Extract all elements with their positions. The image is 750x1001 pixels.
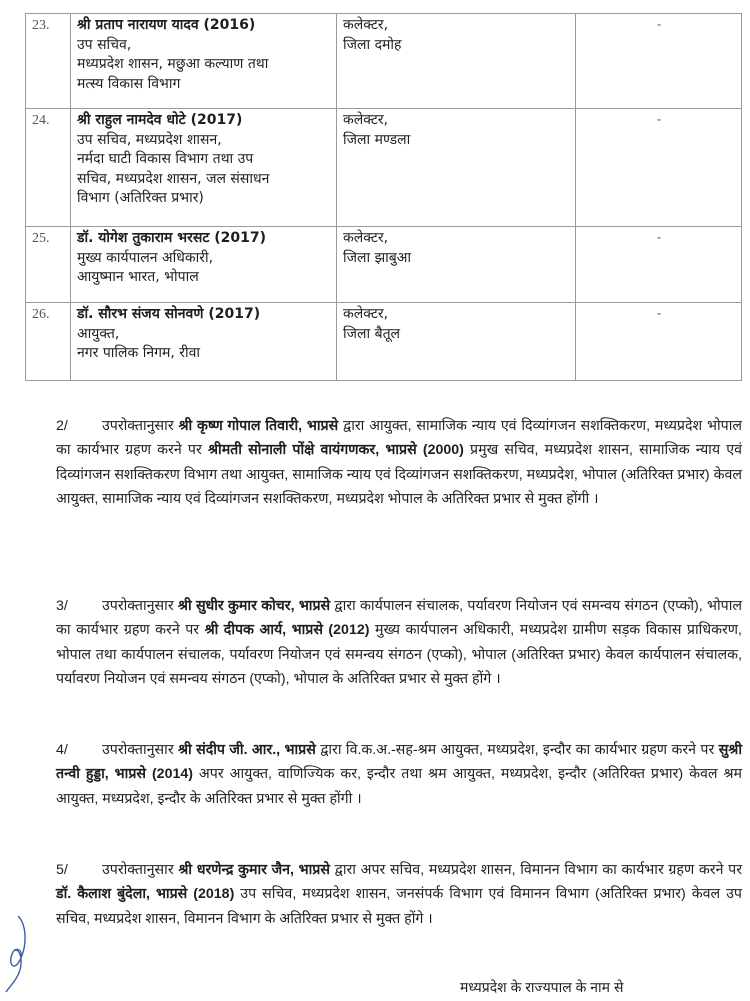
new-posting-line: कलेक्टर,	[343, 306, 389, 322]
officer-current-post: मुख्य कार्यपालन अधिकारी,	[77, 249, 214, 266]
new-posting-line: जिला बैतूल	[343, 325, 401, 342]
paragraph-text: मुख्य कार्यपालन अधिकारी, मध्यप्रदेश ग्रामीण सड़क विकास प्राधिकरण, भोपाल तथा कार्यपालन संचालक, पर्यावरण नियोजन एवं समन्वय संगठन (एप्को), भोपाल (अतिरिक्त प्रभार) केवल कार्यपालन संचालक, पर्यावरण नियोजन एवं समन्वय संगठन (एप्को), भोपाल के अतिरिक्त प्रभार से मुक्त होंगे ।	[56, 622, 742, 687]
remarks-cell: -	[576, 303, 742, 381]
officer-cell	[71, 109, 337, 227]
new-posting-cell	[337, 303, 576, 381]
table-row	[26, 14, 742, 109]
new-posting-line: कलेक्टर,	[343, 112, 389, 128]
new-posting-cell	[337, 227, 576, 303]
officer-name-bold: श्री सुधीर कुमार कोचर, भाप्रसे	[177, 598, 331, 614]
new-posting-line: जिला झाबुआ	[343, 249, 412, 266]
officer-current-post: उप सचिव, मध्यप्रदेश शासन,	[77, 131, 222, 148]
remarks-cell: -	[576, 227, 742, 303]
paragraph-text: उपरोक्तानुसार	[102, 742, 179, 758]
officer-name-bold: श्री दीपक आर्य, भाप्रसे (2012)	[204, 622, 370, 639]
row-number: 23.	[26, 14, 71, 109]
sign-off-line: मध्यप्रदेश के राज्यपाल के नाम से	[460, 979, 624, 995]
officer-name-bold: श्री कृष्ण गोपाल तिवारी, भाप्रसे	[178, 418, 339, 434]
paragraph-text: द्वारा अपर सचिव, मध्यप्रदेश शासन, विमानन विभाग का कार्यभार ग्रहण करने पर	[329, 862, 743, 878]
officer-name-bold: श्रीमती सोनाली पोंक्षे वायंगणकर, भाप्रसे (2000)	[207, 442, 464, 459]
new-posting-line: जिला मण्डला	[343, 131, 411, 148]
paragraph-text: प्रमुख सचिव, मध्यप्रदेश शासन, सामाजिक न्याय एवं दिव्यांगजन सशक्तिकरण विभाग तथा आयुक्त, सामाजिक न्याय एवं दिव्यांगजन सशक्तिकरण, मध्यप्रदेश, भोपाल (अतिरिक्त प्रभार) केवल आयुक्त, सामाजिक न्याय एवं दिव्यांगजन सशक्तिकरण, मध्यप्रदेश भोपाल के अतिरिक्त प्रभार से मुक्त होंगी ।	[56, 442, 743, 507]
row-number: 26.	[26, 303, 71, 381]
paragraph-number: 2/	[56, 418, 68, 434]
paragraph-4	[56, 738, 742, 811]
remarks-cell: -	[576, 109, 742, 227]
table-row	[26, 227, 742, 303]
officer-current-post: मत्स्य विकास विभाग	[77, 75, 181, 92]
paragraph-text: उपरोक्तानुसार	[102, 418, 179, 434]
new-posting-cell	[337, 109, 576, 227]
officer-cell	[71, 303, 337, 381]
table-row	[26, 303, 742, 381]
officer-current-post: आयुष्मान भारत, भोपाल	[77, 269, 199, 285]
new-posting-line: कलेक्टर,	[343, 230, 389, 246]
paragraph-text: उपरोक्तानुसार	[102, 598, 178, 614]
row-number: 25.	[26, 227, 71, 303]
officer-current-post: आयुक्त,	[77, 325, 120, 342]
officer-name: श्री प्रताप नारायण यादव (2016)	[77, 17, 256, 33]
paragraph-number: 4/	[56, 742, 68, 758]
officer-name-bold: सुश्री तन्वी हुड्डा, भाप्रसे (2014)	[56, 742, 742, 783]
paragraph-text: अपर आयुक्त, वाणिज्यिक कर, इन्दौर तथा श्रम आयुक्त, मध्यप्रदेश, इन्दौर (अतिरिक्त प्रभार) केवल श्रम आयुक्त, मध्यप्रदेश, इन्दौर के अतिरिक्त प्रभार से मुक्त होंगी ।	[56, 766, 742, 807]
paragraph-text: द्वारा आयुक्त, सामाजिक न्याय एवं दिव्यांगजन सशक्तिकरण, मध्यप्रदेश भोपाल का कार्यभार ग्रहण करने पर	[56, 418, 742, 459]
officer-current-post: सचिव, मध्यप्रदेश शासन, जल संसाधन	[77, 170, 270, 187]
new-posting-line: जिला दमोह	[343, 36, 402, 53]
paragraph-text: उप सचिव, मध्यप्रदेश शासन, जनसंपर्क विभाग एवं विमानन विभाग (अतिरिक्त प्रभार) केवल उप सचिव, मध्यप्रदेश शासन, विमानन विभाग के अतिरिक्त प्रभार से मुक्त होंगे ।	[56, 886, 742, 927]
table-row	[26, 109, 742, 227]
paragraph-text: उपरोक्तानुसार	[102, 862, 179, 878]
paragraph-5	[56, 858, 742, 931]
paragraph-text: द्वारा वि.क.अ.-सह-श्रम आयुक्त, मध्यप्रदेश, इन्दौर का कार्यभार ग्रहण करने पर	[315, 742, 719, 758]
officer-current-post: उप सचिव,	[77, 36, 132, 53]
officer-name: डॉ. योगेश तुकाराम भरसट (2017)	[77, 230, 267, 246]
remarks-cell: -	[576, 14, 742, 109]
officer-current-post: मध्यप्रदेश शासन, मछुआ कल्याण तथा	[77, 56, 269, 72]
officer-current-post: विभाग (अतिरिक्त प्रभार)	[77, 190, 204, 206]
officer-name: डॉ. सौरभ संजय सोनवणे (2017)	[77, 306, 261, 322]
officer-cell	[71, 227, 337, 303]
paragraph-number: 5/	[56, 862, 68, 878]
officer-name-bold: श्री धरणेन्द्र कुमार जैन, भाप्रसे	[178, 862, 330, 878]
paragraph-3	[56, 594, 742, 691]
paragraph-number: 3/	[56, 598, 68, 614]
new-posting-cell	[337, 14, 576, 109]
officer-name-bold: श्री संदीप जी. आर., भाप्रसे	[178, 742, 316, 758]
paragraph-text: द्वारा कार्यपालन संचालक, पर्यावरण नियोजन एवं समन्वय संगठन (एप्को), भोपाल का कार्यभार ग्रहण करने पर	[56, 598, 742, 639]
posting-table	[25, 13, 742, 381]
officer-name: श्री राहुल नामदेव धोटे (2017)	[77, 112, 243, 128]
officer-current-post: नगर पालिक निगम, रीवा	[77, 345, 201, 361]
officer-name-bold: डॉ. कैलाश बुंदेला, भाप्रसे (2018)	[56, 886, 235, 903]
paragraph-2	[56, 414, 742, 511]
row-number: 24.	[26, 109, 71, 227]
signature-mark	[4, 914, 34, 994]
new-posting-line: कलेक्टर,	[343, 17, 389, 33]
officer-current-post: नर्मदा घाटी विकास विभाग तथा उप	[77, 151, 254, 167]
officer-cell	[71, 14, 337, 109]
